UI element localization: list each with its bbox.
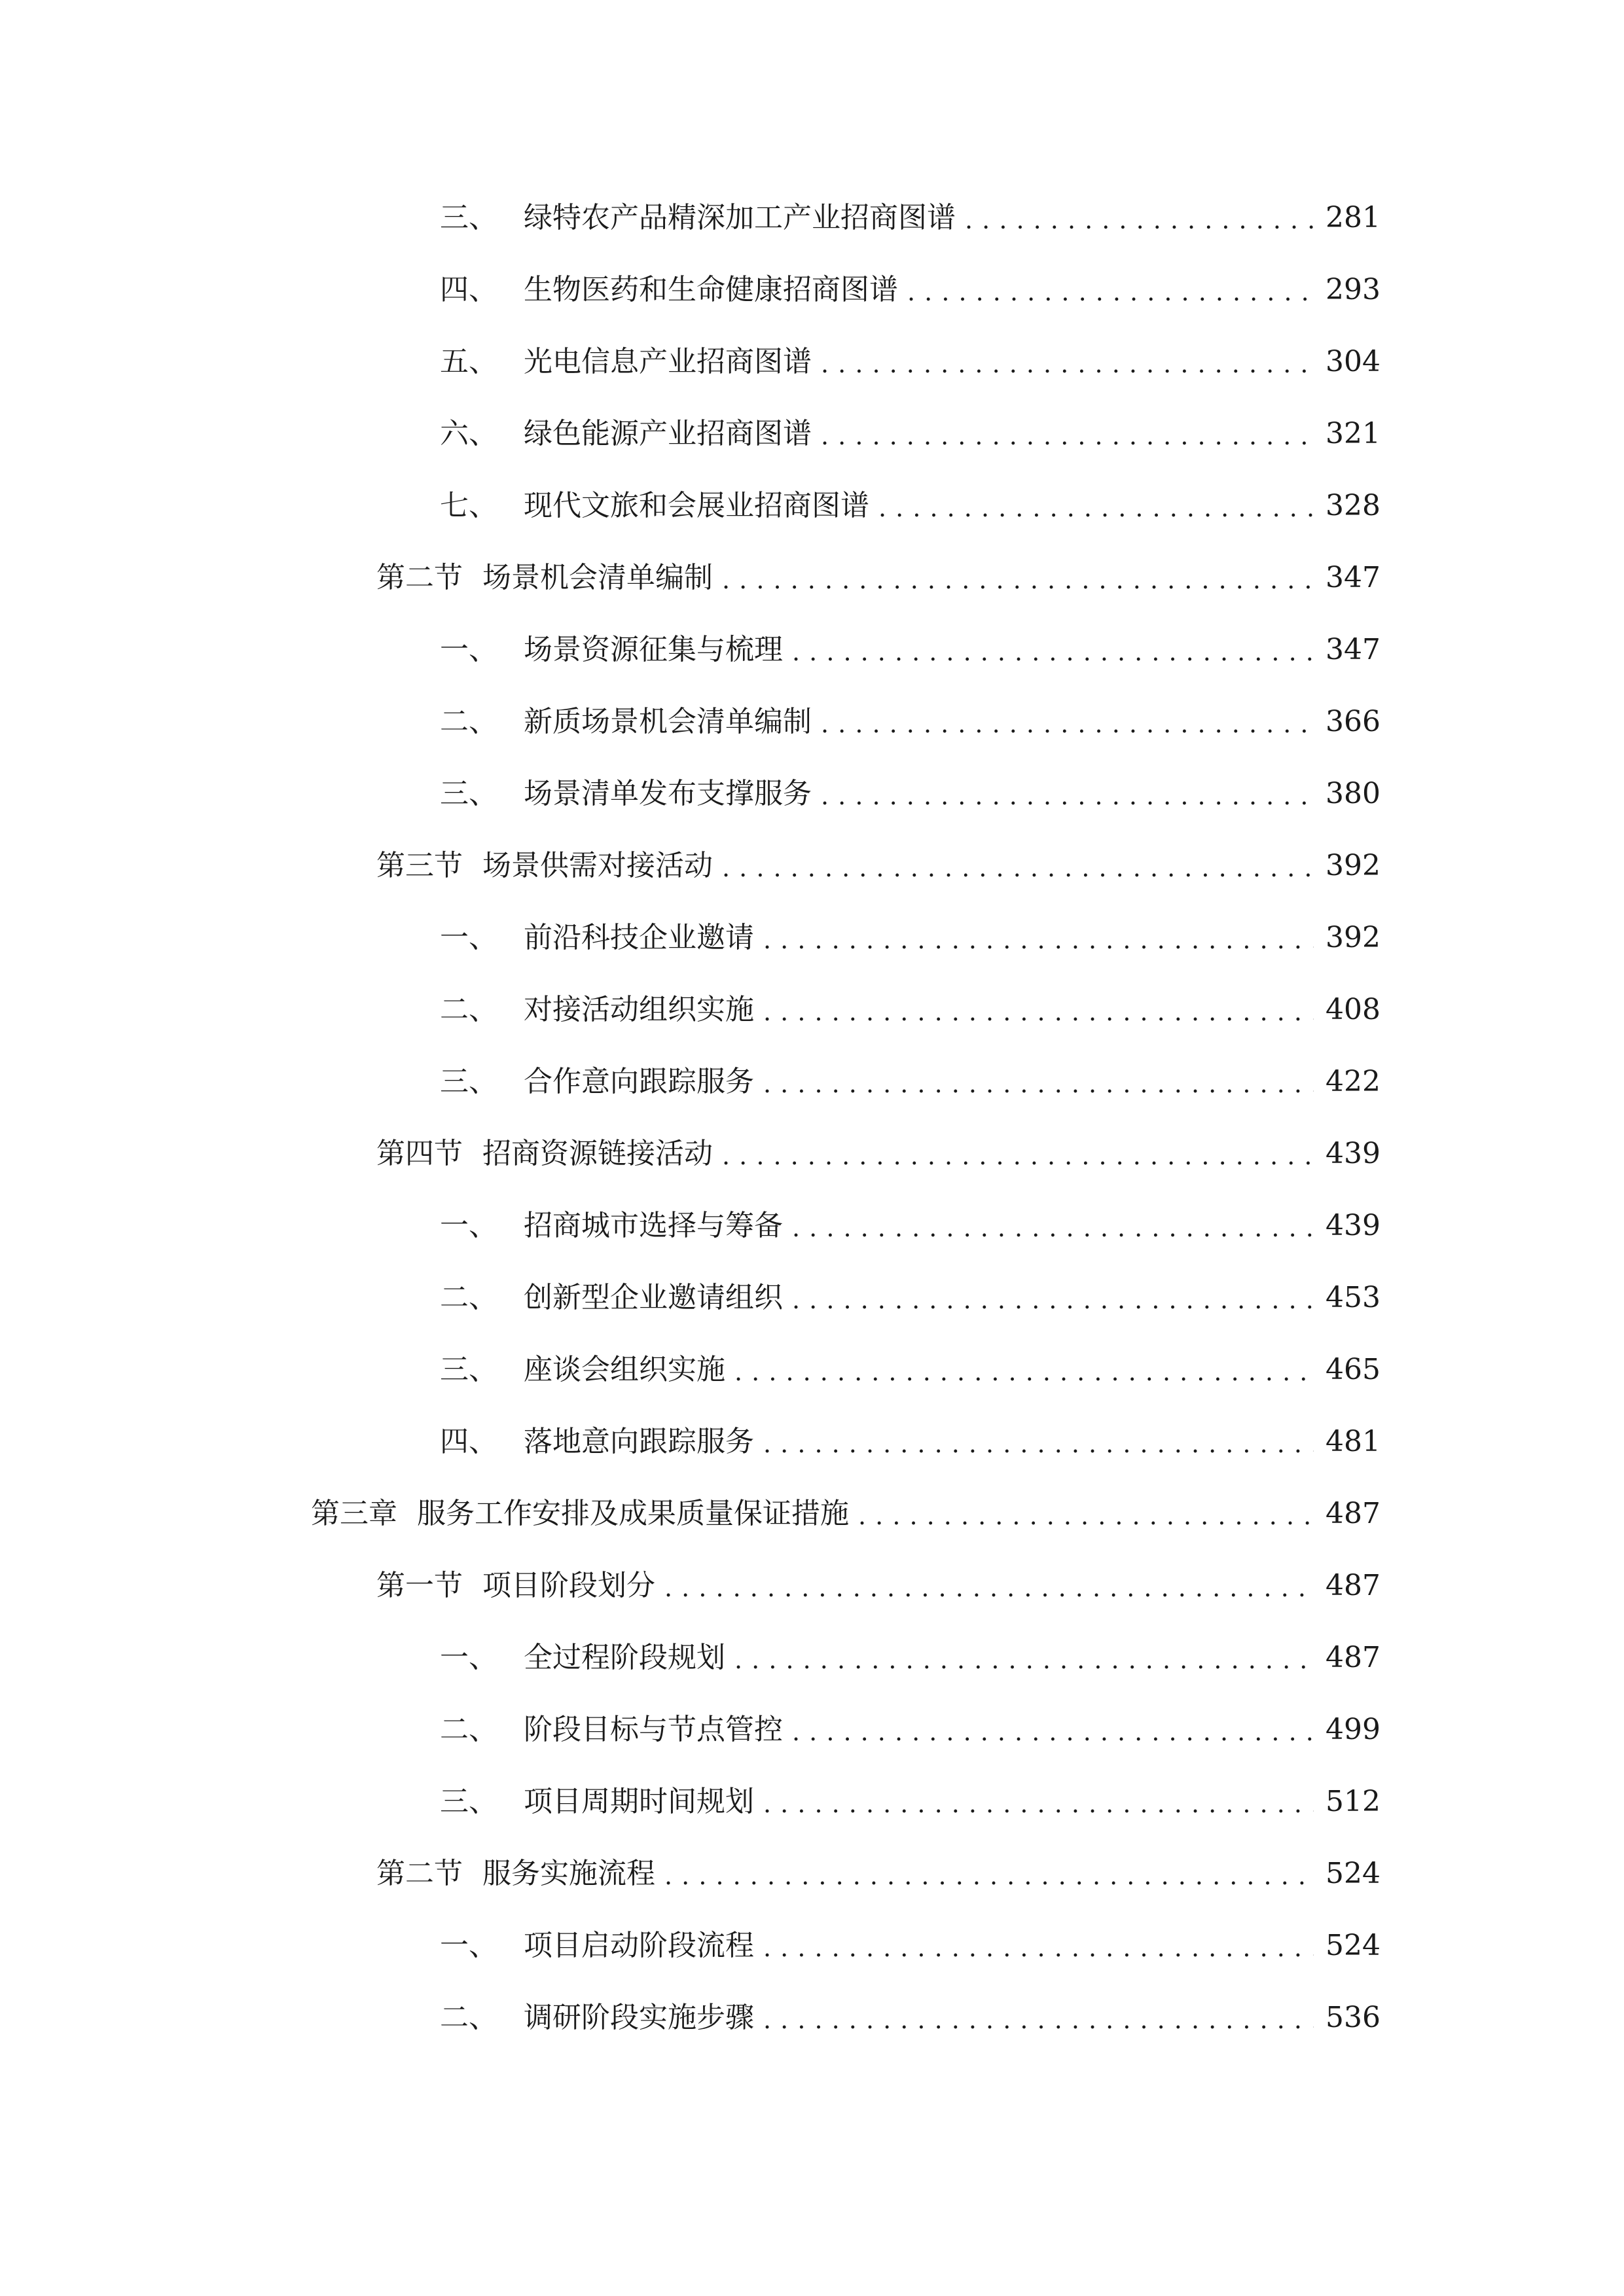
toc-entry[interactable] <box>440 677 1380 736</box>
dot-leader <box>722 855 1314 880</box>
toc-entry[interactable] <box>440 1397 1380 1456</box>
dot-leader <box>821 351 1314 376</box>
toc-entry-page: 366 <box>1326 705 1380 738</box>
toc-entry-title: 前沿科技企业邀请 <box>524 921 754 954</box>
toc-entry[interactable] <box>440 1757 1380 1816</box>
dot-leader <box>821 423 1314 448</box>
toc-entry[interactable] <box>440 389 1380 448</box>
toc-entry-number: 二、 <box>440 993 497 1026</box>
toc-entry-page: 439 <box>1326 1209 1380 1242</box>
toc-entry-title: 项目周期时间规划 <box>524 1785 754 1818</box>
toc-entry[interactable] <box>376 821 1380 880</box>
dot-leader <box>734 1647 1314 1672</box>
toc-entry-number: 第一节 <box>376 1569 463 1602</box>
toc-entry-title: 对接活动组织实施 <box>524 993 754 1026</box>
toc-entry-number: 二、 <box>440 1281 497 1314</box>
toc-entry-title: 新质场景机会清单编制 <box>524 705 812 738</box>
toc-entry-number: 一、 <box>440 1209 497 1242</box>
dot-leader <box>763 1791 1314 1816</box>
toc-entry-title: 生物医药和生命健康招商图谱 <box>524 273 898 306</box>
toc-entry-page: 524 <box>1326 1857 1380 1890</box>
toc-entry-title: 招商资源链接活动 <box>482 1137 713 1170</box>
toc-entry-page: 380 <box>1326 777 1380 810</box>
dot-leader <box>763 999 1314 1024</box>
toc-entry-number: 一、 <box>440 921 497 954</box>
dot-leader <box>722 1143 1314 1168</box>
toc-entry[interactable] <box>440 1901 1380 1960</box>
toc-entry-title: 项目启动阶段流程 <box>524 1929 754 1962</box>
toc-entry-number: 四、 <box>440 1425 497 1458</box>
dot-leader <box>878 495 1314 520</box>
toc-entry-number: 三、 <box>440 1785 497 1818</box>
toc-entry-number: 三、 <box>440 201 497 234</box>
toc-entry-page: 453 <box>1326 1281 1380 1314</box>
toc-entry-number: 第四节 <box>376 1137 463 1170</box>
toc-entry-page: 439 <box>1326 1137 1380 1170</box>
toc-entry[interactable] <box>440 245 1380 304</box>
toc-entry[interactable] <box>440 893 1380 952</box>
toc-entry-page: 281 <box>1326 201 1380 234</box>
toc-entry-title: 创新型企业邀请组织 <box>524 1281 783 1314</box>
toc-entry-page: 524 <box>1326 1929 1380 1962</box>
toc-entry-page: 536 <box>1326 2001 1380 2034</box>
toc-entry-page: 347 <box>1326 633 1380 666</box>
toc-entry-number: 四、 <box>440 273 497 306</box>
toc-entry[interactable] <box>440 461 1380 520</box>
toc-entry-number: 六、 <box>440 417 497 450</box>
toc-entry[interactable] <box>440 1037 1380 1096</box>
toc-entry-page: 487 <box>1326 1641 1380 1674</box>
toc-entry[interactable] <box>376 533 1380 592</box>
toc-entry-title: 场景供需对接活动 <box>482 849 713 882</box>
toc-entry-page: 487 <box>1326 1569 1380 1602</box>
toc-entry-title: 服务实施流程 <box>482 1857 655 1890</box>
toc-entry-number: 五、 <box>440 345 497 378</box>
toc-entry-title: 落地意向跟踪服务 <box>524 1425 754 1458</box>
dot-leader <box>792 1287 1314 1312</box>
dot-leader <box>965 207 1314 232</box>
toc-entry-number: 一、 <box>440 1929 497 1962</box>
dot-leader <box>763 2007 1314 2032</box>
toc-entry-page: 347 <box>1326 561 1380 594</box>
toc-entry-title: 绿特农产品精深加工产业招商图谱 <box>524 201 956 234</box>
dot-leader <box>664 1575 1314 1600</box>
dot-leader <box>763 927 1314 952</box>
toc-entry-title: 合作意向跟踪服务 <box>524 1065 754 1098</box>
toc-entry-number: 第三章 <box>311 1497 397 1530</box>
toc-entry-page: 392 <box>1326 921 1380 954</box>
toc-entry-page: 392 <box>1326 849 1380 882</box>
toc-entry-page: 293 <box>1326 273 1380 306</box>
toc-entry-title: 场景机会清单编制 <box>482 561 713 594</box>
toc-entry[interactable] <box>440 1685 1380 1744</box>
toc-entry-number: 第三节 <box>376 849 463 882</box>
toc-entry-number: 第二节 <box>376 561 463 594</box>
toc-entry-title: 场景资源征集与梳理 <box>524 633 783 666</box>
toc-entry-number: 三、 <box>440 1065 497 1098</box>
toc-entry-title: 光电信息产业招商图谱 <box>524 345 812 378</box>
toc-entry[interactable] <box>440 749 1380 808</box>
dot-leader <box>763 1935 1314 1960</box>
toc-entry-page: 481 <box>1326 1425 1380 1458</box>
toc-entry-title: 绿色能源产业招商图谱 <box>524 417 812 450</box>
dot-leader <box>792 1215 1314 1240</box>
dot-leader <box>821 711 1314 736</box>
toc-entry[interactable] <box>440 1253 1380 1312</box>
toc-entry-title: 全过程阶段规划 <box>524 1641 725 1674</box>
toc-entry-number: 一、 <box>440 1641 497 1674</box>
toc-entry[interactable] <box>440 317 1380 376</box>
toc-entry-page: 422 <box>1326 1065 1380 1098</box>
dot-leader <box>792 639 1314 664</box>
toc-entry-number: 二、 <box>440 705 497 738</box>
toc-entry-number: 第二节 <box>376 1857 463 1890</box>
toc-entry-page: 321 <box>1326 417 1380 450</box>
toc-entry[interactable] <box>440 1973 1380 2032</box>
toc-entry[interactable] <box>376 1541 1380 1600</box>
dot-leader <box>664 1863 1314 1888</box>
dot-leader <box>763 1071 1314 1096</box>
toc-entry[interactable] <box>376 1829 1380 1888</box>
toc-entry-page: 408 <box>1326 993 1380 1026</box>
dot-leader <box>821 783 1314 808</box>
toc-entry-title: 座谈会组织实施 <box>524 1353 725 1386</box>
toc-entry-page: 512 <box>1326 1785 1380 1818</box>
toc-entry-page: 304 <box>1326 345 1380 378</box>
toc-entry[interactable] <box>440 965 1380 1024</box>
toc-entry[interactable] <box>440 1325 1380 1384</box>
dot-leader <box>792 1719 1314 1744</box>
toc-entry[interactable] <box>311 1469 1380 1528</box>
toc-entry-title: 招商城市选择与筹备 <box>524 1209 783 1242</box>
toc-entry-title: 阶段目标与节点管控 <box>524 1713 783 1746</box>
toc-entry-page: 499 <box>1326 1713 1380 1746</box>
toc-entry[interactable] <box>440 173 1380 232</box>
dot-leader <box>858 1503 1314 1528</box>
dot-leader <box>907 279 1314 304</box>
toc-entry-number: 二、 <box>440 1713 497 1746</box>
toc-entry-number: 二、 <box>440 2001 497 2034</box>
toc-entry[interactable] <box>440 1613 1380 1672</box>
toc-entry-page: 465 <box>1326 1353 1380 1386</box>
dot-leader <box>722 567 1314 592</box>
toc-entry-number: 三、 <box>440 1353 497 1386</box>
toc-entry-title: 场景清单发布支撑服务 <box>524 777 812 810</box>
dot-leader <box>734 1359 1314 1384</box>
toc-entry-title: 服务工作安排及成果质量保证措施 <box>417 1497 849 1530</box>
toc-entry-number: 七、 <box>440 489 497 522</box>
toc-entry[interactable] <box>440 605 1380 664</box>
toc-entry-title: 调研阶段实施步骤 <box>524 2001 754 2034</box>
toc-entry[interactable] <box>376 1109 1380 1168</box>
toc-entry-number: 一、 <box>440 633 497 666</box>
toc-entry-page: 487 <box>1326 1497 1380 1530</box>
toc-entry-title: 现代文旅和会展业招商图谱 <box>524 489 869 522</box>
toc-entry-page: 328 <box>1326 489 1380 522</box>
toc-entry-title: 项目阶段划分 <box>482 1569 655 1602</box>
dot-leader <box>763 1431 1314 1456</box>
toc-entry-number: 三、 <box>440 777 497 810</box>
toc-entry[interactable] <box>440 1181 1380 1240</box>
